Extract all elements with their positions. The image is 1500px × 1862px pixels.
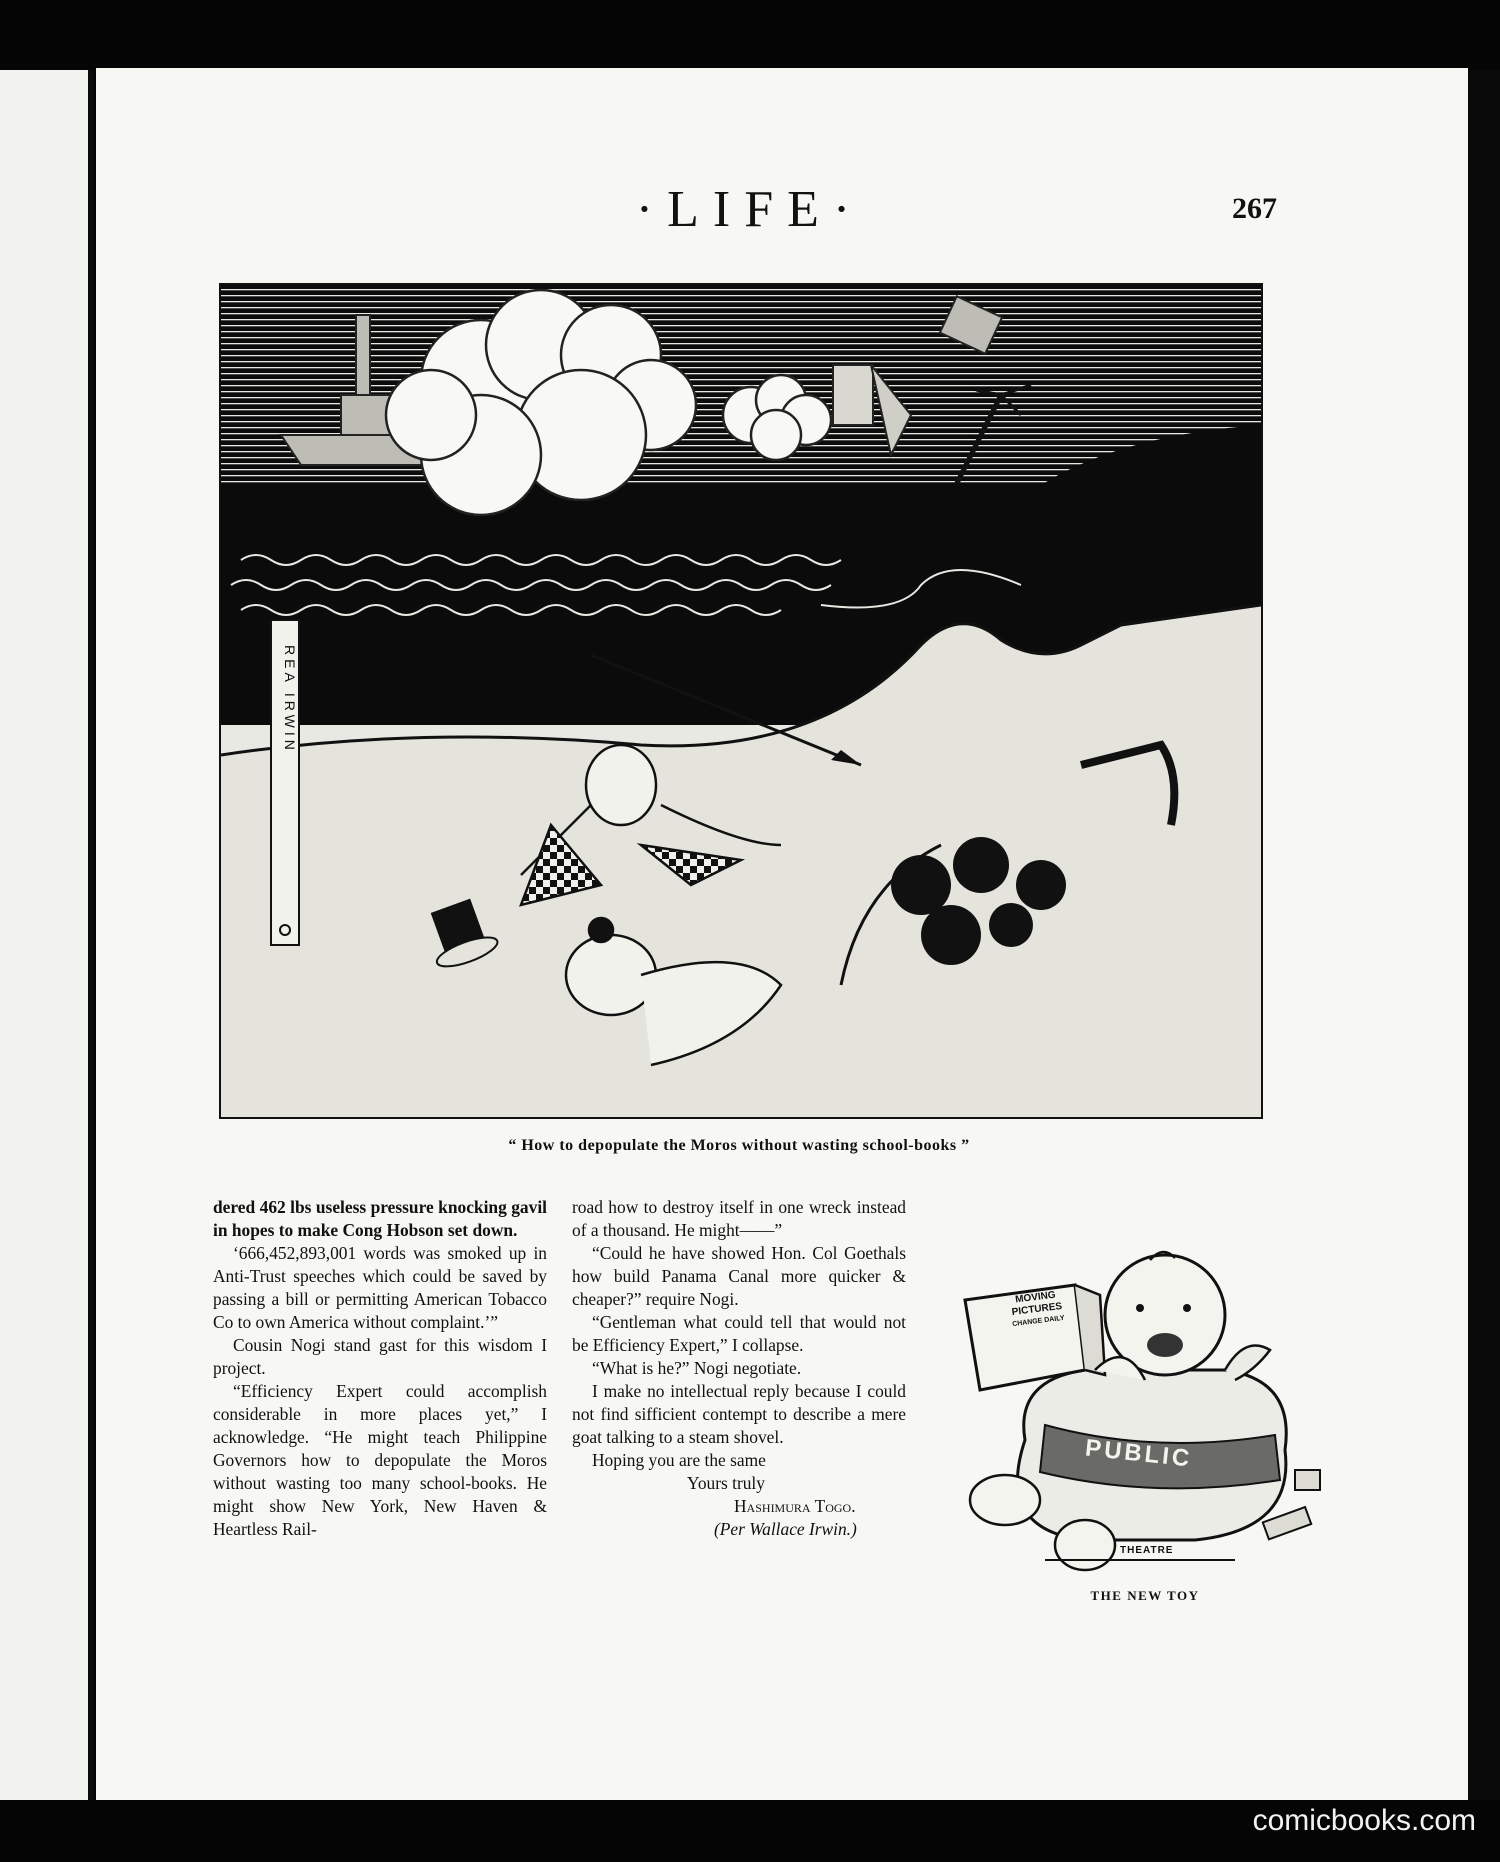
paragraph: “Efficiency Expert could accomplish considerable in more places yet,” I acknowledge. “He might teach Philippine Governors how to depopulate the Moros without wasting too many school-books. He might show New York, New Haven & Heartless Rail-	[213, 1381, 547, 1539]
paragraph: Cousin Nogi stand gast for this wisdom I project.	[213, 1335, 547, 1378]
toy-caption: THE NEW TOY	[1090, 1588, 1200, 1603]
cartoon-drawing	[221, 285, 1261, 1117]
paragraph: Hoping you are the same	[592, 1450, 766, 1470]
paragraph: “Could he have showed Hon. Col Goethals how build Panama Canal more quicker & cheaper?” require Nogi.	[572, 1243, 906, 1309]
paragraph: “What is he?” Nogi negotiate.	[592, 1358, 802, 1378]
new-toy-illustration	[935, 1240, 1355, 1580]
signature-closing: Yours truly	[687, 1473, 765, 1493]
signature-name: Hashimura Togo.	[734, 1496, 856, 1516]
sign-line: CHANGE DAILY	[1011, 1314, 1065, 1329]
signature-per: (Per Wallace Irwin.)	[714, 1519, 857, 1539]
paragraph: I make no intellectual reply because I could not find sifficient contempt to describe a mere goat talking to a steam shovel.	[572, 1381, 906, 1447]
page-gutter	[88, 70, 94, 1800]
cartoon-illustration	[219, 283, 1263, 1119]
ground-label: THEATRE	[1120, 1545, 1174, 1556]
sack-label: PUBLIC	[1083, 1434, 1194, 1473]
text-column-2	[572, 1196, 906, 1541]
left-page-edge	[0, 70, 88, 1800]
sign-line: MOVING	[1014, 1289, 1057, 1306]
baby-drawing	[935, 1240, 1355, 1580]
paragraph: “Gentleman what could tell that would not be Efficiency Expert,” I collapse.	[572, 1312, 906, 1355]
cartoon-signature: REA IRWIN	[282, 645, 298, 754]
cartoon-caption: “ How to depopulate the Moros without wasting school-books ”	[508, 1137, 970, 1154]
paragraph: road how to destroy itself in one wreck instead of a thousand. He might——”	[572, 1197, 906, 1240]
paragraph: dered 462 lbs useless pressure knocking gavil in hopes to make Cong Hobson set down.	[213, 1197, 547, 1240]
watermark: comicbooks.com	[1252, 1804, 1476, 1837]
sign-line: PICTURES	[1011, 1300, 1063, 1319]
page-shadow	[1468, 70, 1500, 1800]
paragraph: ‘666,452,893,001 words was smoked up in Anti-Trust speeches which could be saved by passing a bill or permitting American Tobacco Co to own America without complaint.’”	[213, 1243, 547, 1332]
text-column-1	[213, 1196, 547, 1541]
page-number: 267	[1232, 192, 1277, 225]
masthead-title: ·LIFE·	[635, 181, 865, 238]
